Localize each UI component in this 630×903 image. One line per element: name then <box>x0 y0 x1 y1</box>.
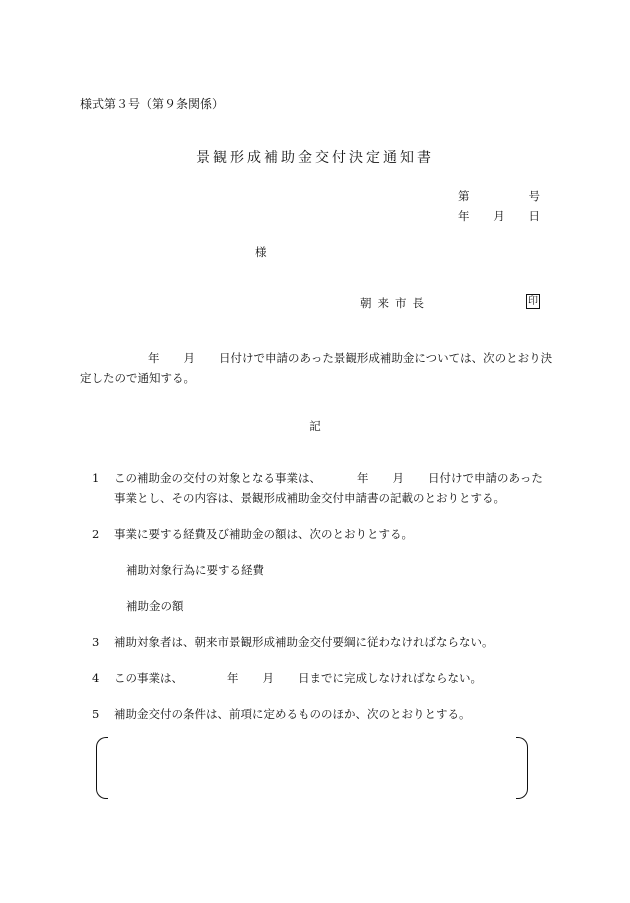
item-number: 3 <box>92 635 100 649</box>
item-text: この補助金の交付の対象となる事業は、 <box>114 471 321 485</box>
form-label: 様式第３号（第９条関係） <box>80 97 225 111</box>
date-day: 日 <box>528 209 540 223</box>
intro-text-2: 定したので通知する。 <box>80 371 195 386</box>
intro-month: 月 <box>183 351 195 365</box>
item-month: 月 <box>392 471 404 485</box>
date-year: 年 <box>458 209 470 223</box>
addressee-suffix: 様 <box>255 245 267 259</box>
item-text: 補助対象者は、朝来市景観形成補助金交付要綱に従わなければならない。 <box>114 635 494 649</box>
document-title: 景観形成補助金交付決定通知書 <box>196 150 434 166</box>
number-suffix: 号 <box>528 189 540 203</box>
intro-paragraph <box>80 348 556 388</box>
item-year: 年 <box>227 671 239 685</box>
item-continuation: 事業とし、その内容は、景観形成補助金交付申請書の記載のとおりとする。 <box>114 491 505 505</box>
intro-year: 年 <box>148 351 160 365</box>
item-year: 年 <box>357 471 369 485</box>
item-number: 5 <box>92 707 100 721</box>
document-number <box>458 190 540 204</box>
item-month: 月 <box>262 671 274 685</box>
item-number: 1 <box>92 471 100 485</box>
conditions-bracket-right <box>516 737 528 799</box>
list-item <box>92 672 482 686</box>
sub-item-amount: 補助金の額 <box>126 599 184 613</box>
item-text: 日までに完成しなければならない。 <box>298 671 482 685</box>
list-item <box>92 708 471 722</box>
item-text: 事業に要する経費及び補助金の額は、次のとおりとする。 <box>114 527 413 541</box>
date-month: 月 <box>493 209 505 223</box>
document-date <box>458 210 540 224</box>
number-prefix: 第 <box>458 189 470 203</box>
issuer-name: 朝来市長 <box>360 296 430 310</box>
item-number: 4 <box>92 671 100 685</box>
seal-mark: 印 <box>528 296 538 307</box>
item-text: 日付けで申請のあった <box>428 471 543 485</box>
intro-text-1: 日付けで申請のあった景観形成補助金については、次のとおり決 <box>219 351 553 365</box>
sub-item-expense: 補助対象行為に要する経費 <box>126 563 264 577</box>
list-item <box>92 636 494 650</box>
item-text: この事業は、 <box>114 671 183 685</box>
list-item <box>92 528 413 542</box>
item-number: 2 <box>92 527 100 541</box>
list-item <box>92 472 543 486</box>
ki-heading: 記 <box>309 419 321 433</box>
item-text: 補助金交付の条件は、前項に定めるもののほか、次のとおりとする。 <box>114 707 471 721</box>
conditions-bracket-left <box>96 737 108 799</box>
